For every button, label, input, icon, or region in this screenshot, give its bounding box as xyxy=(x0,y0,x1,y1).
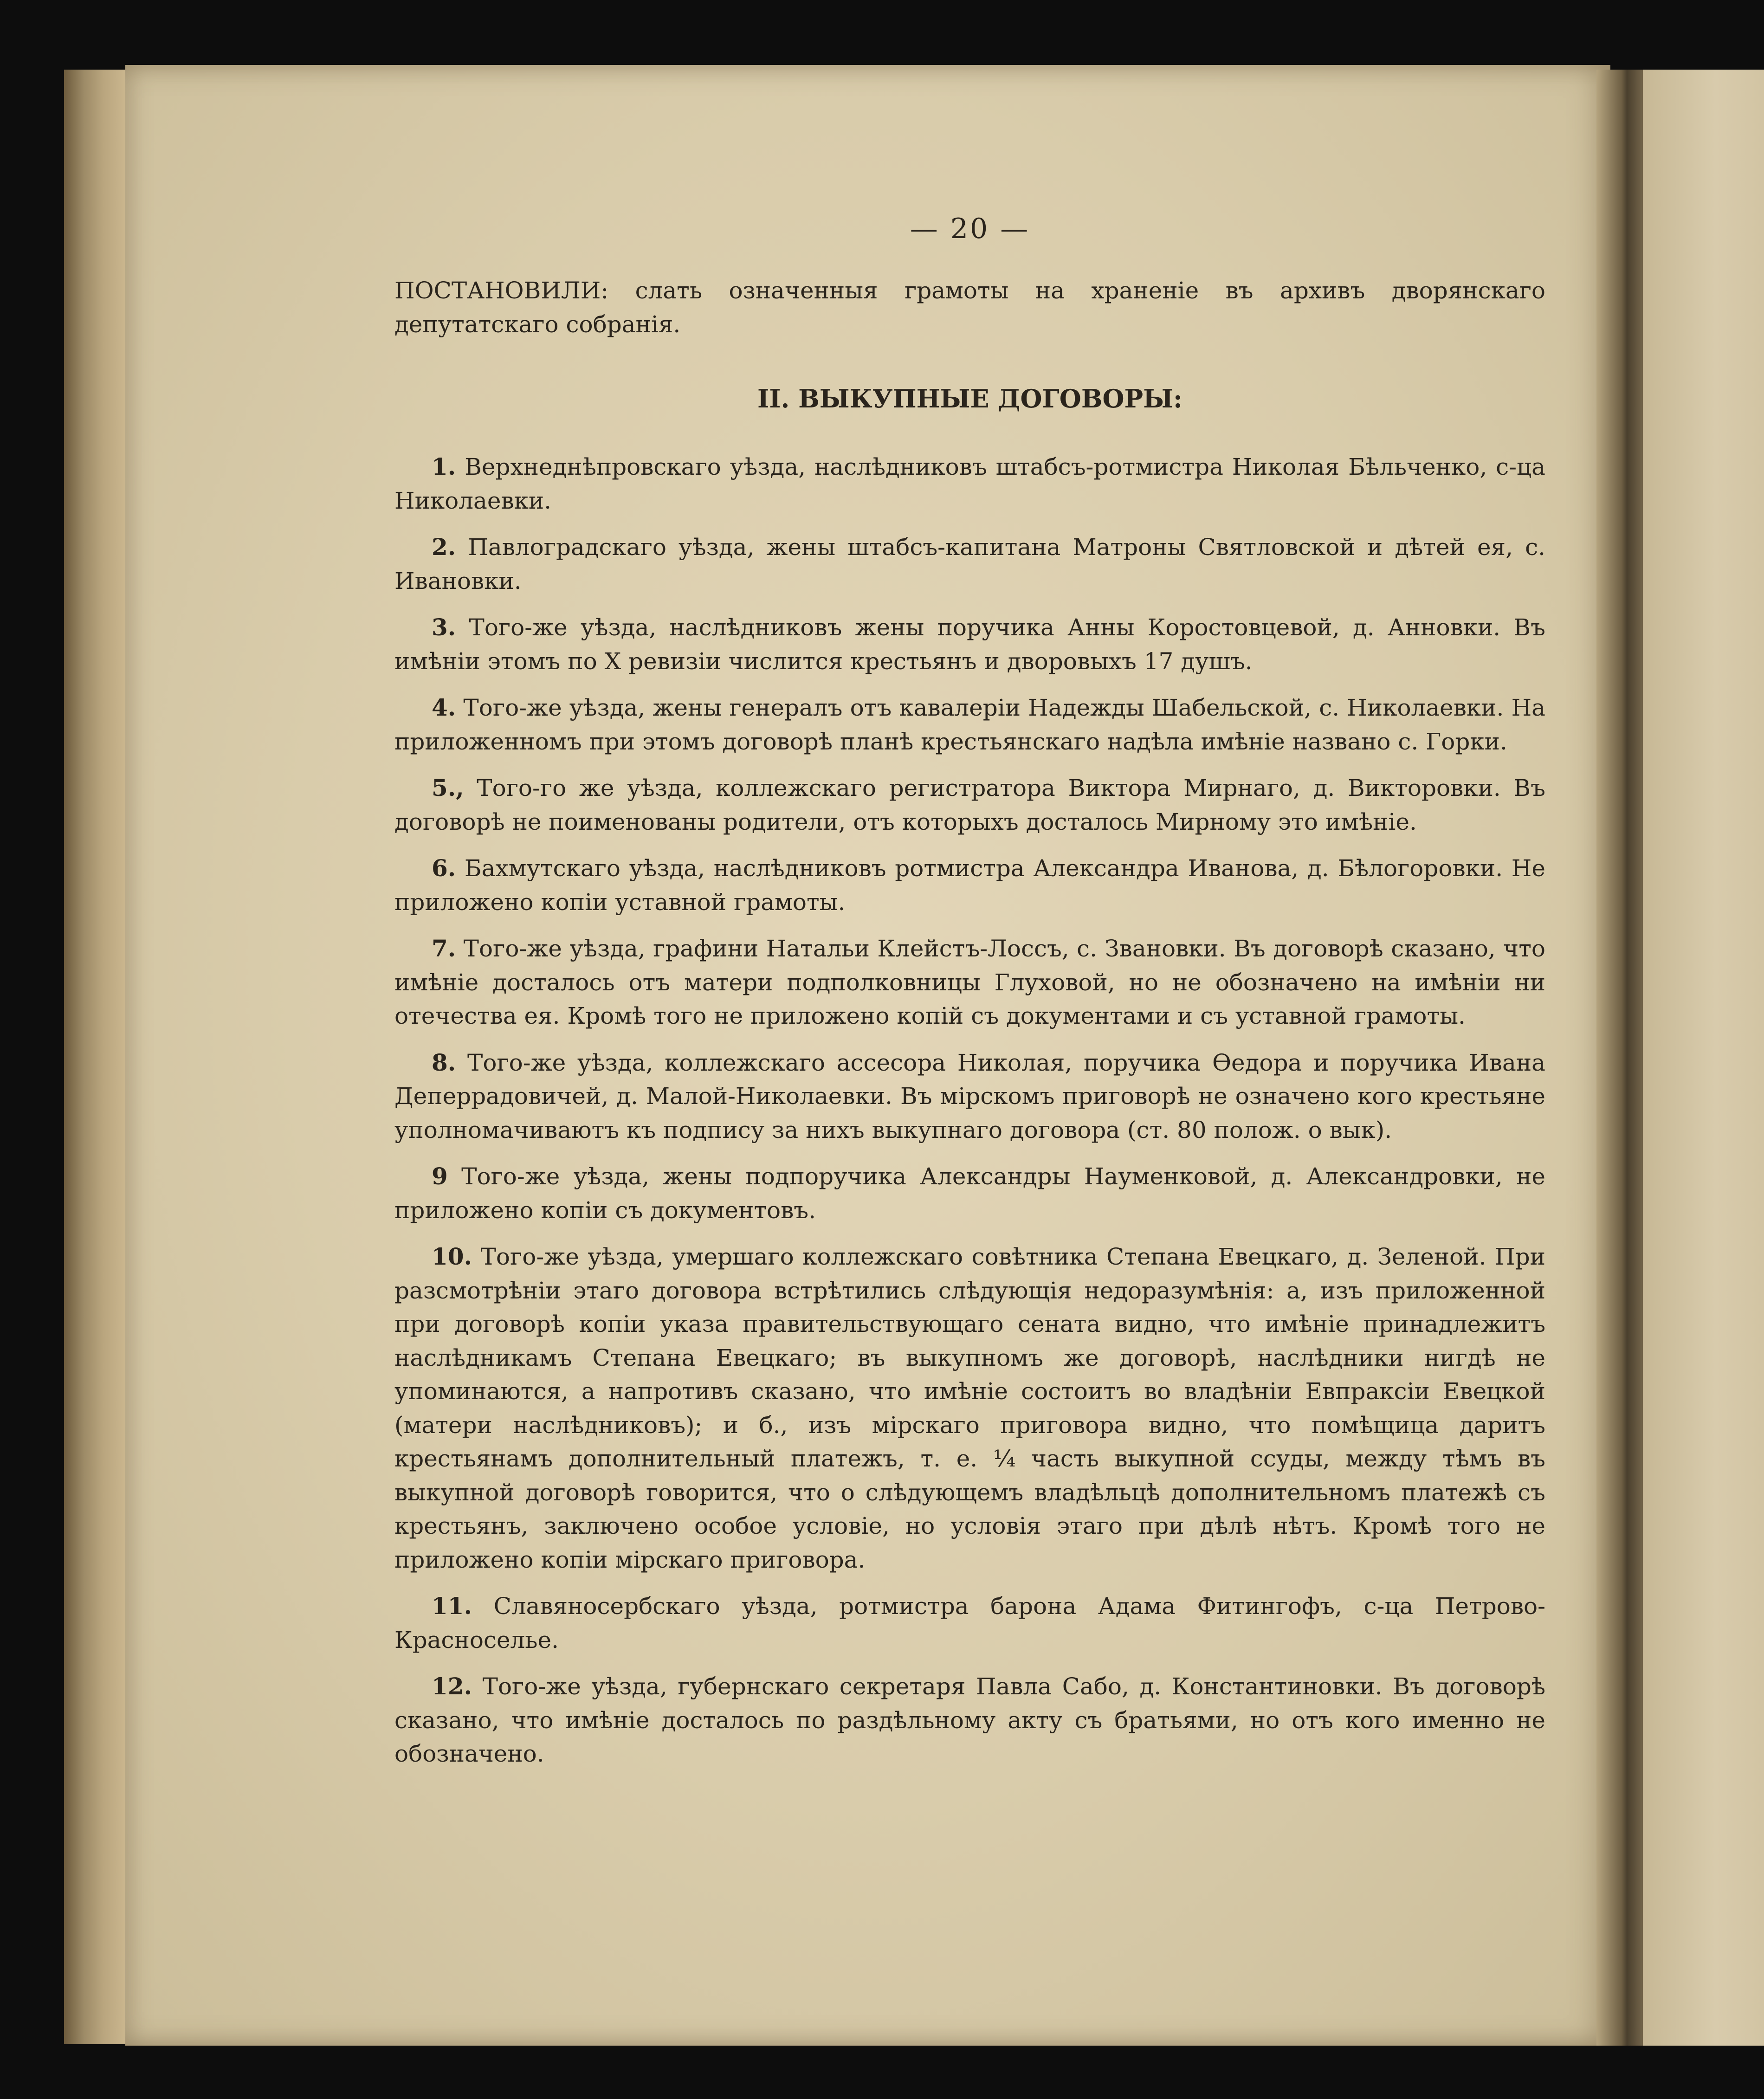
item-number: 2. xyxy=(432,533,456,561)
item-text: Того-же уѣзда, коллежскаго ассесора Николая, поручика Өедора и поручика Ивана Деперрадовичей, д. Малой-Николаевки. Въ мірскомъ приговорѣ не означено кого крестьяне уполномачиваютъ къ подпису за нихъ выкупнаго договора (ст. 80 полож. о вык). xyxy=(394,1049,1545,1143)
item-text: Того-же уѣзда, губернскаго секретаря Павла Сабо, д. Константиновки. Въ договорѣ сказано, что имѣніе досталось по раздѣльному акту съ братьями, но отъ кого именно не обозначено. xyxy=(394,1673,1545,1767)
list-item xyxy=(394,450,1545,517)
item-number: 11. xyxy=(432,1592,472,1620)
item-text: Того-же уѣзда, наслѣдниковъ жены поручика Анны Коростовцевой, д. Анновки. Въ имѣніи этомъ по X ревизіи числится крестьянъ и дворовыхъ 17 душъ. xyxy=(394,614,1545,675)
item-text: Бахмутскаго уѣзда, наслѣдниковъ ротмистра Александра Иванова, д. Бѣлогоровки. Не приложено копіи уставной грамоты. xyxy=(394,855,1545,916)
list-item xyxy=(394,1240,1545,1576)
list-item xyxy=(394,1046,1545,1147)
item-number: 10. xyxy=(432,1243,472,1270)
list-item xyxy=(394,530,1545,598)
item-number: 6. xyxy=(432,854,456,882)
contract-list xyxy=(394,450,1545,1784)
item-number: 12. xyxy=(432,1673,472,1700)
page-number: — 20 — xyxy=(910,213,1030,245)
item-text: Верхнеднѣпровскаго уѣзда, наслѣдниковъ штабсъ-ротмистра Николая Бѣльченко, с-ца Николаевки. xyxy=(394,453,1545,514)
item-number: 7. xyxy=(432,935,456,962)
list-item xyxy=(394,1160,1545,1227)
section-heading: II. ВЫКУПНЫЕ ДОГОВОРЫ: xyxy=(757,384,1182,413)
item-text: Того-же уѣзда, жены генералъ отъ кавалеріи Надежды Шабельской, с. Николаевки. На приложенномъ при этомъ договорѣ планѣ крестьянскаго надѣла имѣніе названо с. Горки. xyxy=(394,694,1545,755)
item-number: 9 xyxy=(432,1163,448,1190)
list-item xyxy=(394,611,1545,678)
item-number: 1. xyxy=(432,453,456,480)
item-number: 5., xyxy=(432,774,464,801)
item-text: Того-же уѣзда, графини Натальи Клейстъ-Лоссъ, с. Звановки. Въ договорѣ сказано, что имѣніе досталось отъ матери подполковницы Глуховой, но не обозначено на имѣніи ни отечества ея. Кромѣ того не приложено копій съ документами и съ уставной грамоты. xyxy=(394,935,1545,1029)
item-text: Того-же уѣзда, умершаго коллежскаго совѣтника Степана Евецкаго, д. Зеленой. При разсмотрѣніи этаго договора встрѣтились слѣдующія недоразумѣнія: а, изъ приложенной при договорѣ копіи указа правительствующаго сената видно, что имѣніе принадлежитъ наслѣдникамъ Степана Евецкаго; въ выкупномъ же договорѣ, наслѣдники нигдѣ не упоминаются, а напротивъ сказано, что имѣніе состоитъ во владѣніи Евпраксіи Евецкой (матери наслѣдниковъ); и б., изъ мірскаго приговора видно, что помѣщица даритъ крестьянамъ дополнительный платежъ, т. е. ¼ часть выкупной ссуды, между тѣмъ въ выкупной договорѣ говорится, что о слѣдующемъ владѣльцѣ дополнительномъ платежѣ съ крестьянъ, заключено особое условіе, но условія этаго при дѣлѣ нѣтъ. Кромѣ того не приложено копіи мірскаго приговора. xyxy=(394,1243,1545,1573)
list-item xyxy=(394,932,1545,1033)
right-page-edge xyxy=(1643,70,1764,2046)
item-text: Того-же уѣзда, жены подпоручика Александры Науменковой, д. Александровки, не приложено копіи съ документовъ. xyxy=(394,1163,1545,1224)
item-number: 4. xyxy=(432,694,456,721)
resolution-paragraph: ПОСТАНОВИЛИ: слать означенныя грамоты на храненіе въ архивъ дворянскаго депутатскаго собранія. xyxy=(394,277,1545,338)
page-edges-left xyxy=(64,70,129,2044)
item-text: Павлоградскаго уѣзда, жены штабсъ-капитана Матроны Святловской и дѣтей ея, с. Ивановки. xyxy=(394,534,1545,594)
item-number: 3. xyxy=(432,614,456,641)
item-text: Славяносербскаго уѣзда, ротмистра барона Адама Фитингофъ, с-ца Петрово-Красноселье. xyxy=(394,1593,1545,1653)
item-number: 8. xyxy=(432,1048,456,1076)
list-item xyxy=(394,1670,1545,1771)
list-item xyxy=(394,852,1545,919)
list-item xyxy=(394,1589,1545,1657)
item-text: Того-го же уѣзда, коллежскаго регистратора Виктора Мирнаго, д. Викторовки. Въ договорѣ не поименованы родители, отъ которыхъ досталось Мирному это имѣніе. xyxy=(394,775,1545,835)
list-item xyxy=(394,691,1545,758)
list-item xyxy=(394,771,1545,839)
